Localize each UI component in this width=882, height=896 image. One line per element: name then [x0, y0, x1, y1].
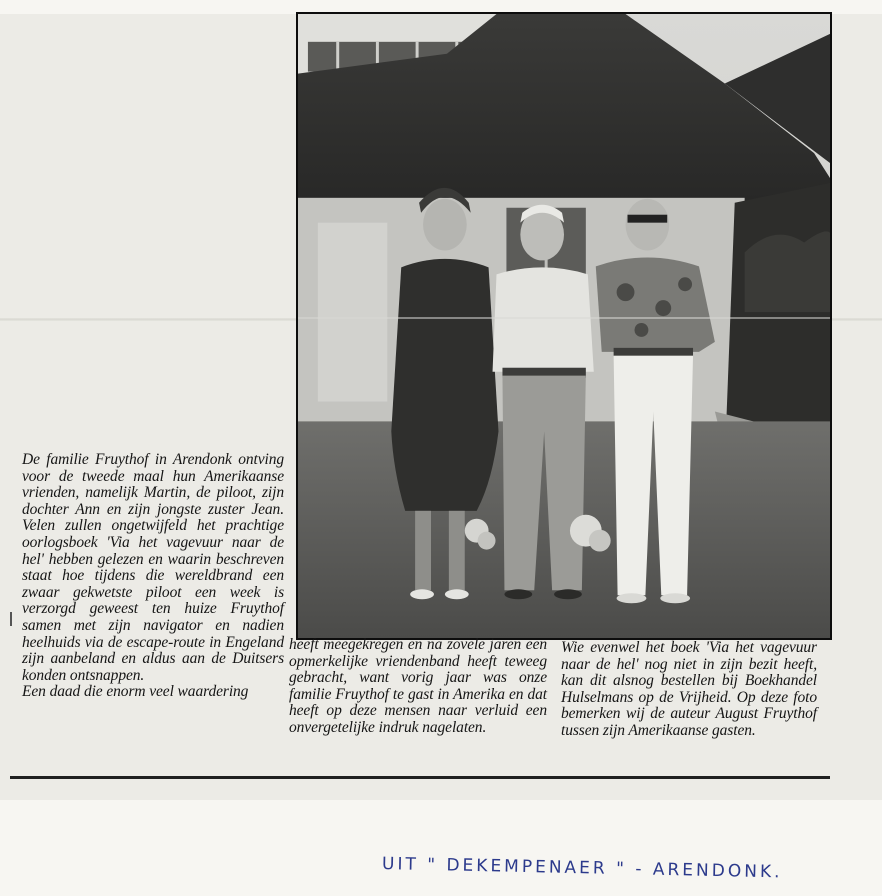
- article-photo: [296, 12, 832, 640]
- article-column-2: heeft meegekregen en na zovele jaren een opmerkelijke vriendenband heeft teweeg gebracht, want vorig jaar was onze familie Fruythof te gast in Amerika en dat heeft op deze mensen naar verluid een onvergetelijke indruk nagelaten.: [289, 636, 547, 736]
- column-1-paragraph-1: De familie Fruythof in Arendonk ontving voor de tweede maal hun Amerikaanse vrienden, namelijk Martin, de piloot, zijn dochter Ann en zijn jongste zuster Jean. Velen zullen ongetwijfeld het prachtige oorlogsboek 'Via het vagevuur naar de hel' hebben gelezen en waarin beschreven staat hoe tijdens die wereldbrand een zwaar gekwetste piloot een week is verzorgd geweest ten huize Fruythof samen met zijn navigator en nadien heelhuids via de escape-route in Engeland zijn aanbeland en aldus aan de Duitsers konden ontsnappen.: [22, 451, 284, 684]
- column-1-paragraph-2: Een daad die enorm veel waardering: [22, 683, 249, 701]
- article-column-3: Wie evenwel het boek 'Via het vagevuur naar de hel' nog niet in zijn bezit heeft, kan dit alsnog bestellen bij Boekhandel Hulselmans op de Vrijheid. Op deze foto bemerken wij de auteur August Fruythof tussen zijn Amerikaanse gasten.: [561, 639, 817, 739]
- article-column-1: [22, 452, 284, 701]
- handwritten-source-note: UIT " DEKEMPENAER " - ARENDONK.: [381, 854, 783, 883]
- photo-three-people-in-front-of-house: [298, 14, 830, 638]
- margin-mark: [10, 612, 12, 626]
- clipping-bottom-rule: [10, 776, 830, 779]
